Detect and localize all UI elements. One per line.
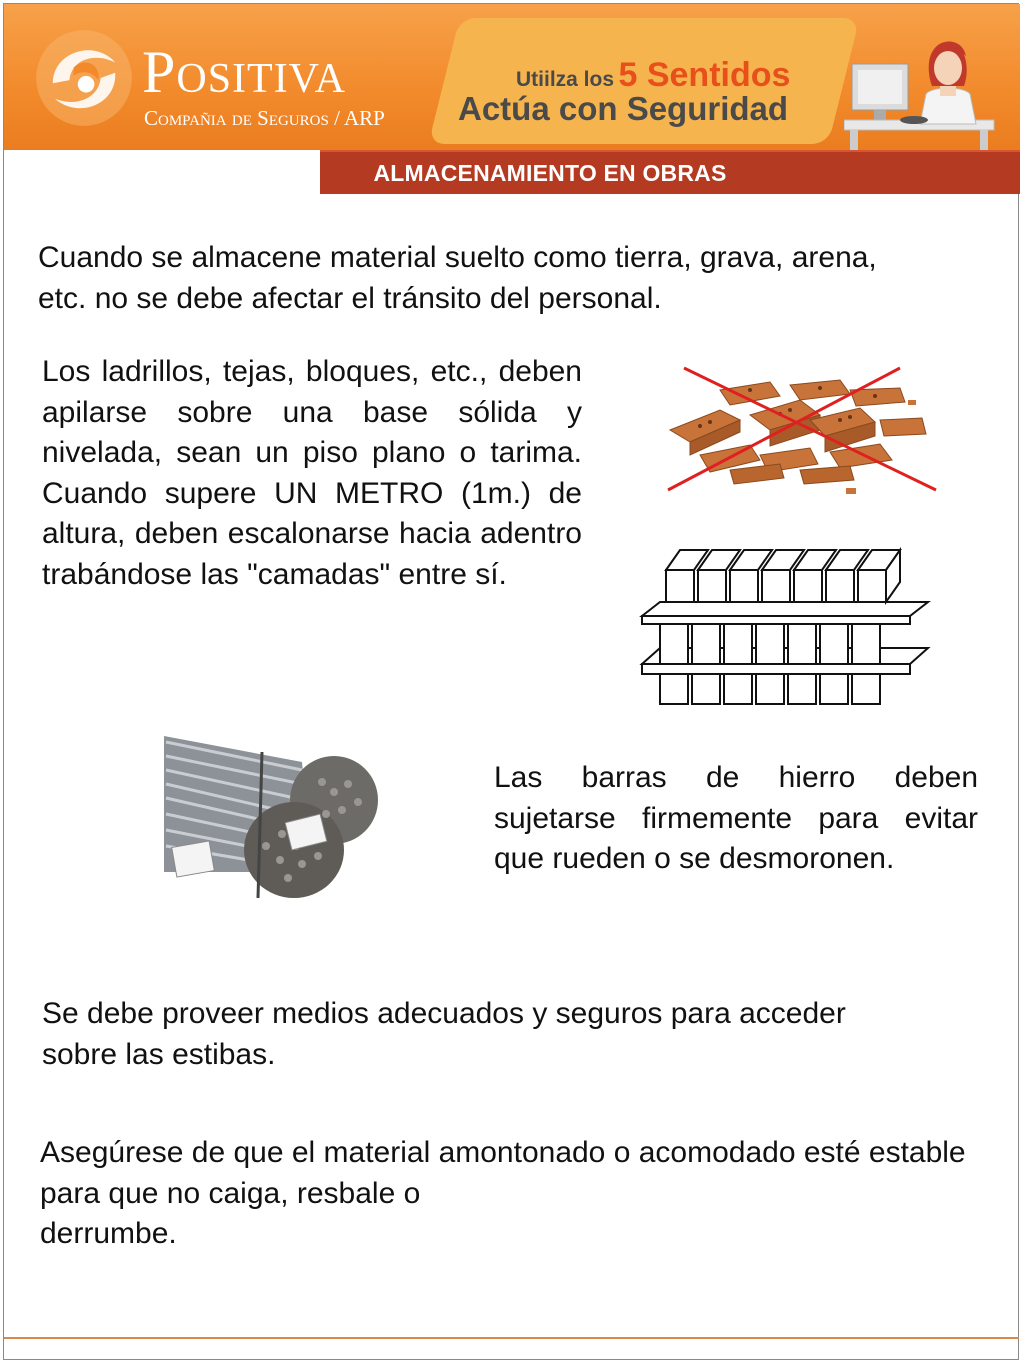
rebar-bundles-icon bbox=[162, 722, 382, 906]
paragraph-bricks: Los ladrillos, tejas, bloques, etc., deben apilarse sobre una base sólida y nivelada, sean un piso plano o tarima. Cuando supere UN METRO (1m.) de altura, deben escalonarse hacia adentro trabándose las "camadas" entre sí. bbox=[42, 355, 582, 591]
header-banner bbox=[4, 4, 1020, 150]
slogan-small: Utiilza los bbox=[516, 68, 615, 91]
page-title: ALMACENAMIENTO EN OBRAS bbox=[373, 160, 727, 186]
bottom-divider bbox=[4, 1337, 1019, 1339]
paragraph-loose-material: Cuando se almacene material suelto como tierra, grava, arena, etc. no se debe afectar el tránsito del personal. bbox=[38, 241, 877, 315]
paragraph-stability-line1: Asegúrese de que el material amontonado o acomodado esté estable para que no caiga, resbale o bbox=[40, 1136, 966, 1210]
brand-subtitle: Compañia de Seguros / ARP bbox=[144, 106, 385, 130]
mascot-woman-icon bbox=[844, 24, 1014, 150]
section-title-bar bbox=[320, 150, 1020, 194]
stacked-blocks-pallet-icon bbox=[636, 536, 932, 708]
messy-bricks-crossed-icon bbox=[660, 360, 940, 510]
slogan-highlight: 5 Sentidos bbox=[618, 56, 791, 94]
paragraph-access: Se debe proveer medios adecuados y seguros para acceder sobre las estibas. bbox=[42, 997, 846, 1071]
slogan-line-2: Actúa con Seguridad bbox=[458, 90, 789, 127]
paragraph-stability bbox=[40, 1133, 990, 1255]
positiva-logo-icon bbox=[32, 26, 136, 130]
paragraph-stability-line2: derrumbe. bbox=[40, 1217, 177, 1250]
brand-name: Positiva bbox=[142, 39, 346, 105]
paragraph-rebar: Las barras de hierro deben sujetarse firmemente para evitar que rueden o se desmoronen. bbox=[494, 761, 978, 875]
